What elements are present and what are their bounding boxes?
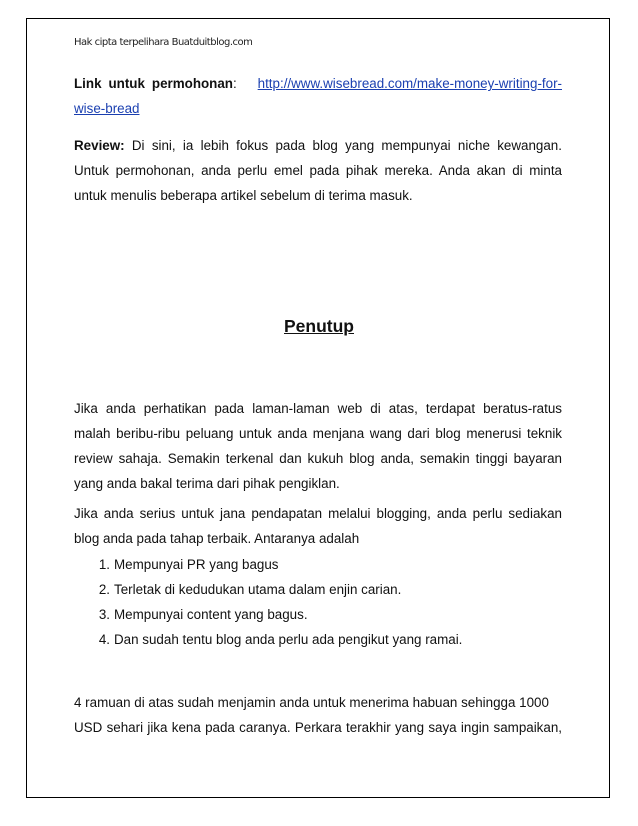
para1-line-3: review sahaja. Semakin terkenal dan kukuh blog anda, semakin tinggi bayaran bbox=[74, 451, 562, 466]
para2-line-1: Jika anda serius untuk jana pendapatan melalui blogging, anda perlu sediakan bbox=[74, 506, 562, 521]
link-line-1 bbox=[74, 71, 562, 96]
link-paragraph bbox=[74, 71, 562, 121]
link-colon: : bbox=[233, 76, 237, 91]
requirements-list bbox=[74, 552, 462, 652]
list-item bbox=[74, 602, 462, 627]
para1-line-1: Jika anda perhatikan pada laman-laman web di atas, terdapat beratus-ratus bbox=[74, 401, 562, 416]
list-item bbox=[74, 577, 462, 602]
review-paragraph bbox=[74, 133, 562, 208]
section-title: Penutup bbox=[284, 316, 354, 336]
para1-line-2: malah beribu-ribu peluang untuk anda menjana wang dari blog menerusi teknik bbox=[74, 426, 562, 441]
review-line-2: Untuk permohonan, anda perlu emel pada pihak mereka. Anda akan di minta bbox=[74, 163, 562, 178]
application-link[interactable]: http://www.wisebread.com/make-money-writing-for- bbox=[257, 76, 562, 91]
review-line-1 bbox=[74, 133, 562, 158]
para2-line-2: blog anda pada tahap terbaik. Antaranya adalah bbox=[74, 531, 360, 546]
review-label: Review: bbox=[74, 138, 125, 153]
list-number: 4. bbox=[98, 632, 110, 647]
review-text-1: Di sini, ia lebih fokus pada blog yang mempunyai niche kewangan. bbox=[131, 138, 562, 153]
closing-paragraph-2 bbox=[74, 501, 562, 551]
list-text: Mempunyai PR yang bagus bbox=[114, 557, 279, 572]
list-item bbox=[74, 627, 462, 652]
link-label: Link untuk permohonan bbox=[74, 76, 233, 91]
list-text: Mempunyai content yang bagus. bbox=[114, 607, 308, 622]
list-number: 3. bbox=[98, 607, 110, 622]
list-text: Terletak di kedudukan utama dalam enjin carian. bbox=[114, 582, 402, 597]
list-item bbox=[74, 552, 462, 577]
closing-paragraph-1 bbox=[74, 396, 562, 496]
application-link-continued[interactable]: wise-bread bbox=[74, 101, 140, 116]
para1-line-4: yang anda bakal terima dari pihak pengiklan. bbox=[74, 476, 340, 491]
link-line-2 bbox=[74, 101, 140, 116]
list-text: Dan sudah tentu blog anda perlu ada pengikut yang ramai. bbox=[114, 632, 463, 647]
para3-line-1: 4 ramuan di atas sudah menjamin anda untuk menerima habuan sehingga 1000 bbox=[74, 695, 549, 710]
page-header: Hak cipta terpelihara Buatduitblog.com bbox=[74, 37, 253, 48]
list-number: 2. bbox=[98, 582, 110, 597]
closing-paragraph-3 bbox=[74, 690, 562, 740]
list-number: 1. bbox=[98, 557, 110, 572]
review-line-3: untuk menulis beberapa artikel sebelum di terima masuk. bbox=[74, 188, 413, 203]
para3-line-2: USD sehari jika kena pada caranya. Perkara terakhir yang saya ingin sampaikan, bbox=[74, 720, 562, 735]
